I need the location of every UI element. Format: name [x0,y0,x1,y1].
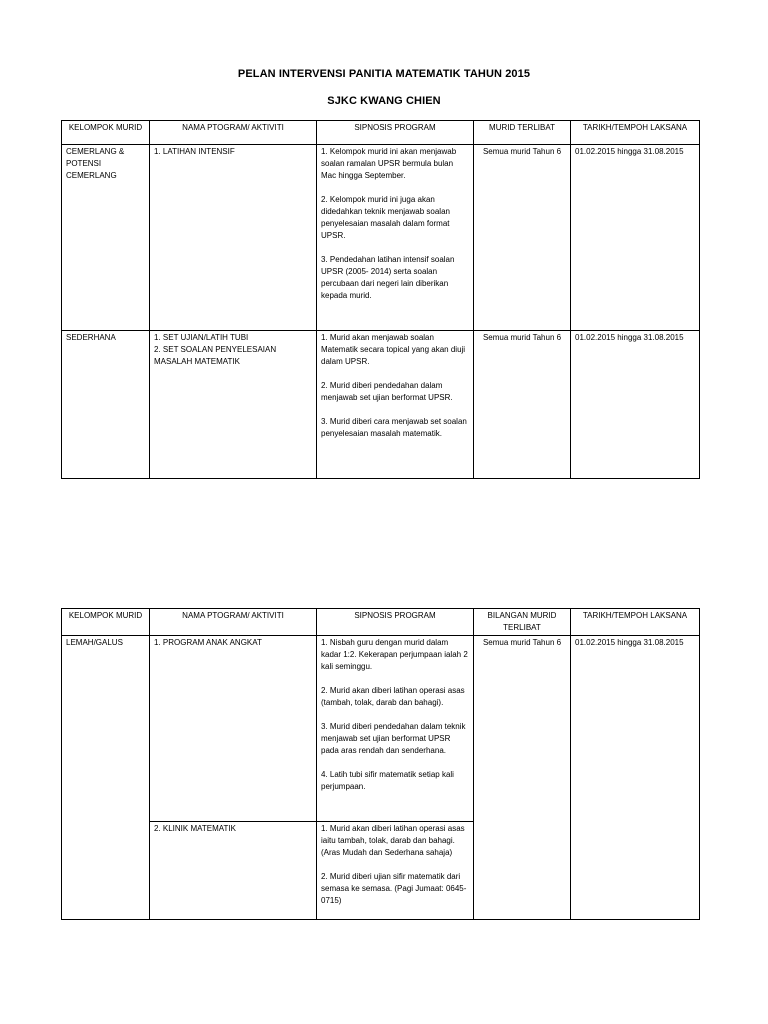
date-cell: 01.02.2015 hingga 31.08.2015 [571,145,700,331]
table-row [62,636,700,822]
header-program: NAMA PTOGRAM/ AKTIVITI [150,121,317,145]
table-header-row [62,609,700,636]
synopsis-item: 3. Murid diberi cara menjawab set soalan penyelesaian masalah matematik. [321,417,467,438]
group-cell: CEMERLANG & POTENSI CEMERLANG [62,145,150,331]
header-synopsis: SIPNOSIS PROGRAM [317,121,474,145]
synopsis-cell [317,822,474,920]
group-cell: LEMAH/GALUS [62,636,150,920]
synopsis-item: 1. Murid akan menjawab soalan Matematik secara topical yang akan diuji dalam UPSR. [321,333,466,366]
header-group: KELOMPOK MURID [62,609,150,636]
synopsis-item: 3. Pendedahan latihan intensif soalan UPSR (2005- 2014) serta soalan percubaan dari negeri lain diberikan kepada murid. [321,255,455,300]
students-cell: Semua murid Tahun 6 [474,145,571,331]
date-cell: 01.02.2015 hingga 31.08.2015 [571,636,700,920]
header-group: KELOMPOK MURID [62,121,150,145]
activity-cell [150,331,317,479]
group-cell: SEDERHANA [62,331,150,479]
synopsis-item: 4. Latih tubi sifir matematik setiap kali perjumpaan. [321,770,454,791]
school-name: SJKC KWANG CHIEN [327,95,441,107]
header-students: MURID TERLIBAT [474,121,571,145]
students-cell: Semua murid Tahun 6 [474,331,571,479]
activity-cell [150,636,317,822]
synopsis-item: 3. Murid diberi pendedahan dalam teknik menjawab set ujian berformat UPSR pada aras rendah dan senderhana. [321,722,466,755]
header-date: TARIKH/TEMPOH LAKSANA [571,121,700,145]
table-header-row [62,121,700,145]
activity-item: 2. KLINIK MATEMATIK [154,824,236,833]
synopsis-item: 1. Murid akan diberi latihan operasi asas iaitu tambah, tolak, darab dan bahagi. (Aras Mudah dan Sederhana sahaja) [321,824,465,857]
synopsis-item: 1. Kelompok murid ini akan menjawab soalan ramalan UPSR bermula bulan Mac hingga September. [321,147,457,180]
students-cell: Semua murid Tahun 6 [474,636,571,920]
header-students: BILANGAN MURID TERLIBAT [474,609,571,636]
intervention-table-2 [61,608,700,920]
intervention-table-1 [61,120,700,479]
document-title: PELAN INTERVENSI PANITIA MATEMATIK TAHUN 2015 [237,68,531,80]
synopsis-cell [317,636,474,822]
activity-item: 1. SET UJIAN/LATIH TUBI [154,333,249,342]
activity-cell [150,145,317,331]
table-row [62,331,700,479]
header-program: NAMA PTOGRAM/ AKTIVITI [150,609,317,636]
activity-cell [150,822,317,920]
synopsis-item: 2. Murid diberi ujian sifir matematik dari semasa ke semasa. (Pagi Jumaat: 0645-0715) [321,872,467,905]
activity-item: 2. SET SOALAN PENYELESAIAN MASALAH MATEMATIK [154,345,277,366]
synopsis-item: 2. Kelompok murid ini juga akan didedahkan teknik menjawab soalan penyelesaian masalah dalam format UPSR. [321,195,450,240]
synopsis-item: 2. Murid diberi pendedahan dalam menjawab set ujian berformat UPSR. [321,381,453,402]
synopsis-cell [317,145,474,331]
activity-item: 1. PROGRAM ANAK ANGKAT [154,638,262,647]
header-synopsis: SIPNOSIS PROGRAM [317,609,474,636]
date-cell: 01.02.2015 hingga 31.08.2015 [571,331,700,479]
activity-item: 1. LATIHAN INTENSIF [154,147,235,156]
synopsis-cell [317,331,474,479]
synopsis-item: 2. Murid akan diberi latihan operasi asas (tambah, tolak, darab dan bahagi). [321,686,465,707]
table-row [62,145,700,331]
synopsis-item: 1. Nisbah guru dengan murid dalam kadar 1:2. Kekerapan perjumpaan ialah 2 kali seminggu. [321,638,468,671]
header-date: TARIKH/TEMPOH LAKSANA [571,609,700,636]
